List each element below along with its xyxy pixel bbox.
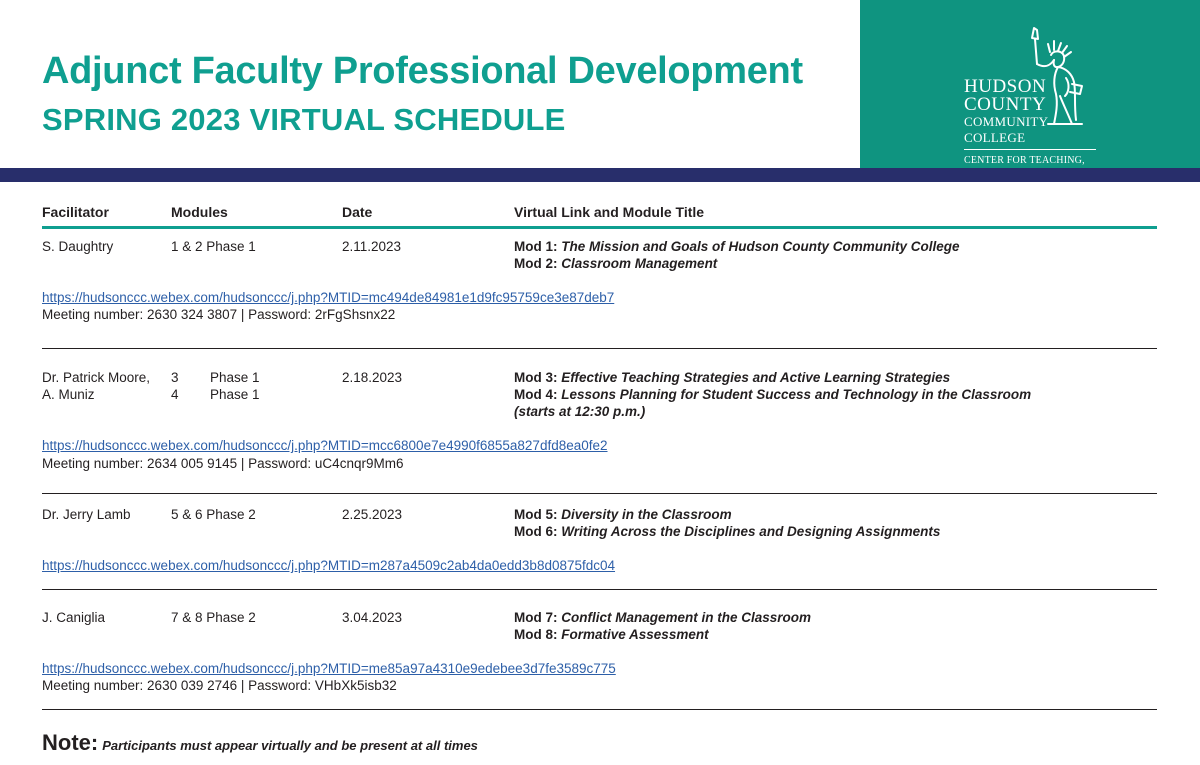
module-label: Mod 7: bbox=[514, 610, 558, 625]
module-name: Diversity in the Classroom bbox=[561, 507, 732, 522]
date: 2.11.2023 bbox=[342, 239, 402, 254]
column-header-link-title: Virtual Link and Module Title bbox=[514, 204, 705, 220]
modules: 1 & 2 Phase 1 bbox=[171, 239, 256, 254]
footer-note bbox=[42, 730, 478, 756]
module-name: Conflict Management in the Classroom bbox=[561, 610, 812, 625]
row-divider bbox=[42, 709, 1157, 710]
header-divider-bar bbox=[0, 168, 1200, 182]
facilitator: Dr. Patrick Moore, bbox=[42, 370, 151, 385]
meeting-info: Meeting number: 2630 039 2746 | Password: VHbXk5isb32 bbox=[42, 678, 397, 693]
modules: 5 & 6 Phase 2 bbox=[171, 507, 256, 522]
note-text: Participants must appear virtually and be present at all times bbox=[102, 738, 478, 753]
module-label: Mod 5: bbox=[514, 507, 558, 522]
module-title bbox=[514, 626, 709, 643]
module-start-note: (starts at 12:30 p.m.) bbox=[514, 404, 646, 419]
module-title bbox=[514, 238, 960, 255]
module-title bbox=[514, 523, 940, 540]
column-header-modules: Modules bbox=[171, 204, 228, 220]
modules: 7 & 8 Phase 2 bbox=[171, 610, 256, 625]
webex-link[interactable]: https://hudsonccc.webex.com/hudsonccc/j.php?MTID=me85a97a4310e9edebee3d7fe3589c775 bbox=[42, 661, 616, 676]
webex-link[interactable]: https://hudsonccc.webex.com/hudsonccc/j.php?MTID=mc494de84981e1d9fc95759ce3e87deb7 bbox=[42, 290, 615, 305]
row-divider bbox=[42, 348, 1157, 349]
module-title bbox=[514, 609, 811, 626]
module-label: Mod 2: bbox=[514, 256, 558, 271]
webex-link[interactable]: https://hudsonccc.webex.com/hudsonccc/j.php?MTID=m287a4509c2ab4da0edd3b8d0875fdc04 bbox=[42, 558, 616, 573]
facilitator: Dr. Jerry Lamb bbox=[42, 507, 131, 522]
module-label: Mod 4: bbox=[514, 387, 558, 402]
page-title: Adjunct Faculty Professional Development bbox=[42, 50, 803, 92]
column-header-facilitator: Facilitator bbox=[42, 204, 109, 220]
facilitator: S. Daughtry bbox=[42, 239, 114, 254]
logo-line-county: COUNTY bbox=[964, 94, 1047, 115]
facilitator: A. Muniz bbox=[42, 387, 95, 402]
module-number: 4 bbox=[171, 387, 179, 402]
module-label: Mod 6: bbox=[514, 524, 558, 539]
date: 2.25.2023 bbox=[342, 507, 403, 522]
facilitator: J. Caniglia bbox=[42, 610, 106, 625]
date: 2.18.2023 bbox=[342, 370, 403, 385]
module-name: Lessons Planning for Student Success and Technology in the Classroom bbox=[561, 387, 1032, 402]
date: 3.04.2023 bbox=[342, 610, 403, 625]
logo-line-center: CENTER FOR TEACHING, bbox=[964, 155, 1085, 166]
module-number: 3 bbox=[171, 370, 179, 385]
module-name: Formative Assessment bbox=[561, 627, 709, 642]
college-logo bbox=[860, 0, 1200, 168]
row-divider bbox=[42, 493, 1157, 494]
row-divider bbox=[42, 589, 1157, 590]
header-rule bbox=[42, 226, 1157, 229]
module-title bbox=[514, 506, 732, 523]
module-title bbox=[514, 369, 950, 386]
module-label: Mod 8: bbox=[514, 627, 558, 642]
module-label: Mod 1: bbox=[514, 239, 558, 254]
logo-line-community-college: COMMUNITY COLLEGE bbox=[964, 114, 1096, 150]
module-name: The Mission and Goals of Hudson County Community College bbox=[561, 239, 960, 254]
page-subtitle: SPRING 2023 VIRTUAL SCHEDULE bbox=[42, 102, 566, 137]
module-name: Classroom Management bbox=[561, 256, 718, 271]
logo-line-hudson: HUDSON bbox=[964, 76, 1047, 97]
module-title bbox=[514, 386, 1031, 403]
module-title bbox=[514, 255, 717, 272]
module-label: Mod 3: bbox=[514, 370, 558, 385]
module-name: Effective Teaching Strategies and Active Learning Strategies bbox=[561, 370, 951, 385]
module-phase: Phase 1 bbox=[210, 387, 260, 402]
note-label: Note: bbox=[42, 730, 99, 755]
meeting-info: Meeting number: 2630 324 3807 | Password: 2rFgShsnx22 bbox=[42, 307, 396, 322]
module-phase: Phase 1 bbox=[210, 370, 260, 385]
meeting-info: Meeting number: 2634 005 9145 | Password: uC4cnqr9Mm6 bbox=[42, 456, 404, 471]
column-header-date: Date bbox=[342, 204, 373, 220]
webex-link[interactable]: https://hudsonccc.webex.com/hudsonccc/j.php?MTID=mcc6800e7e4990f6855a827dfd8ea0fe2 bbox=[42, 438, 608, 453]
module-name: Writing Across the Disciplines and Designing Assignments bbox=[561, 524, 941, 539]
